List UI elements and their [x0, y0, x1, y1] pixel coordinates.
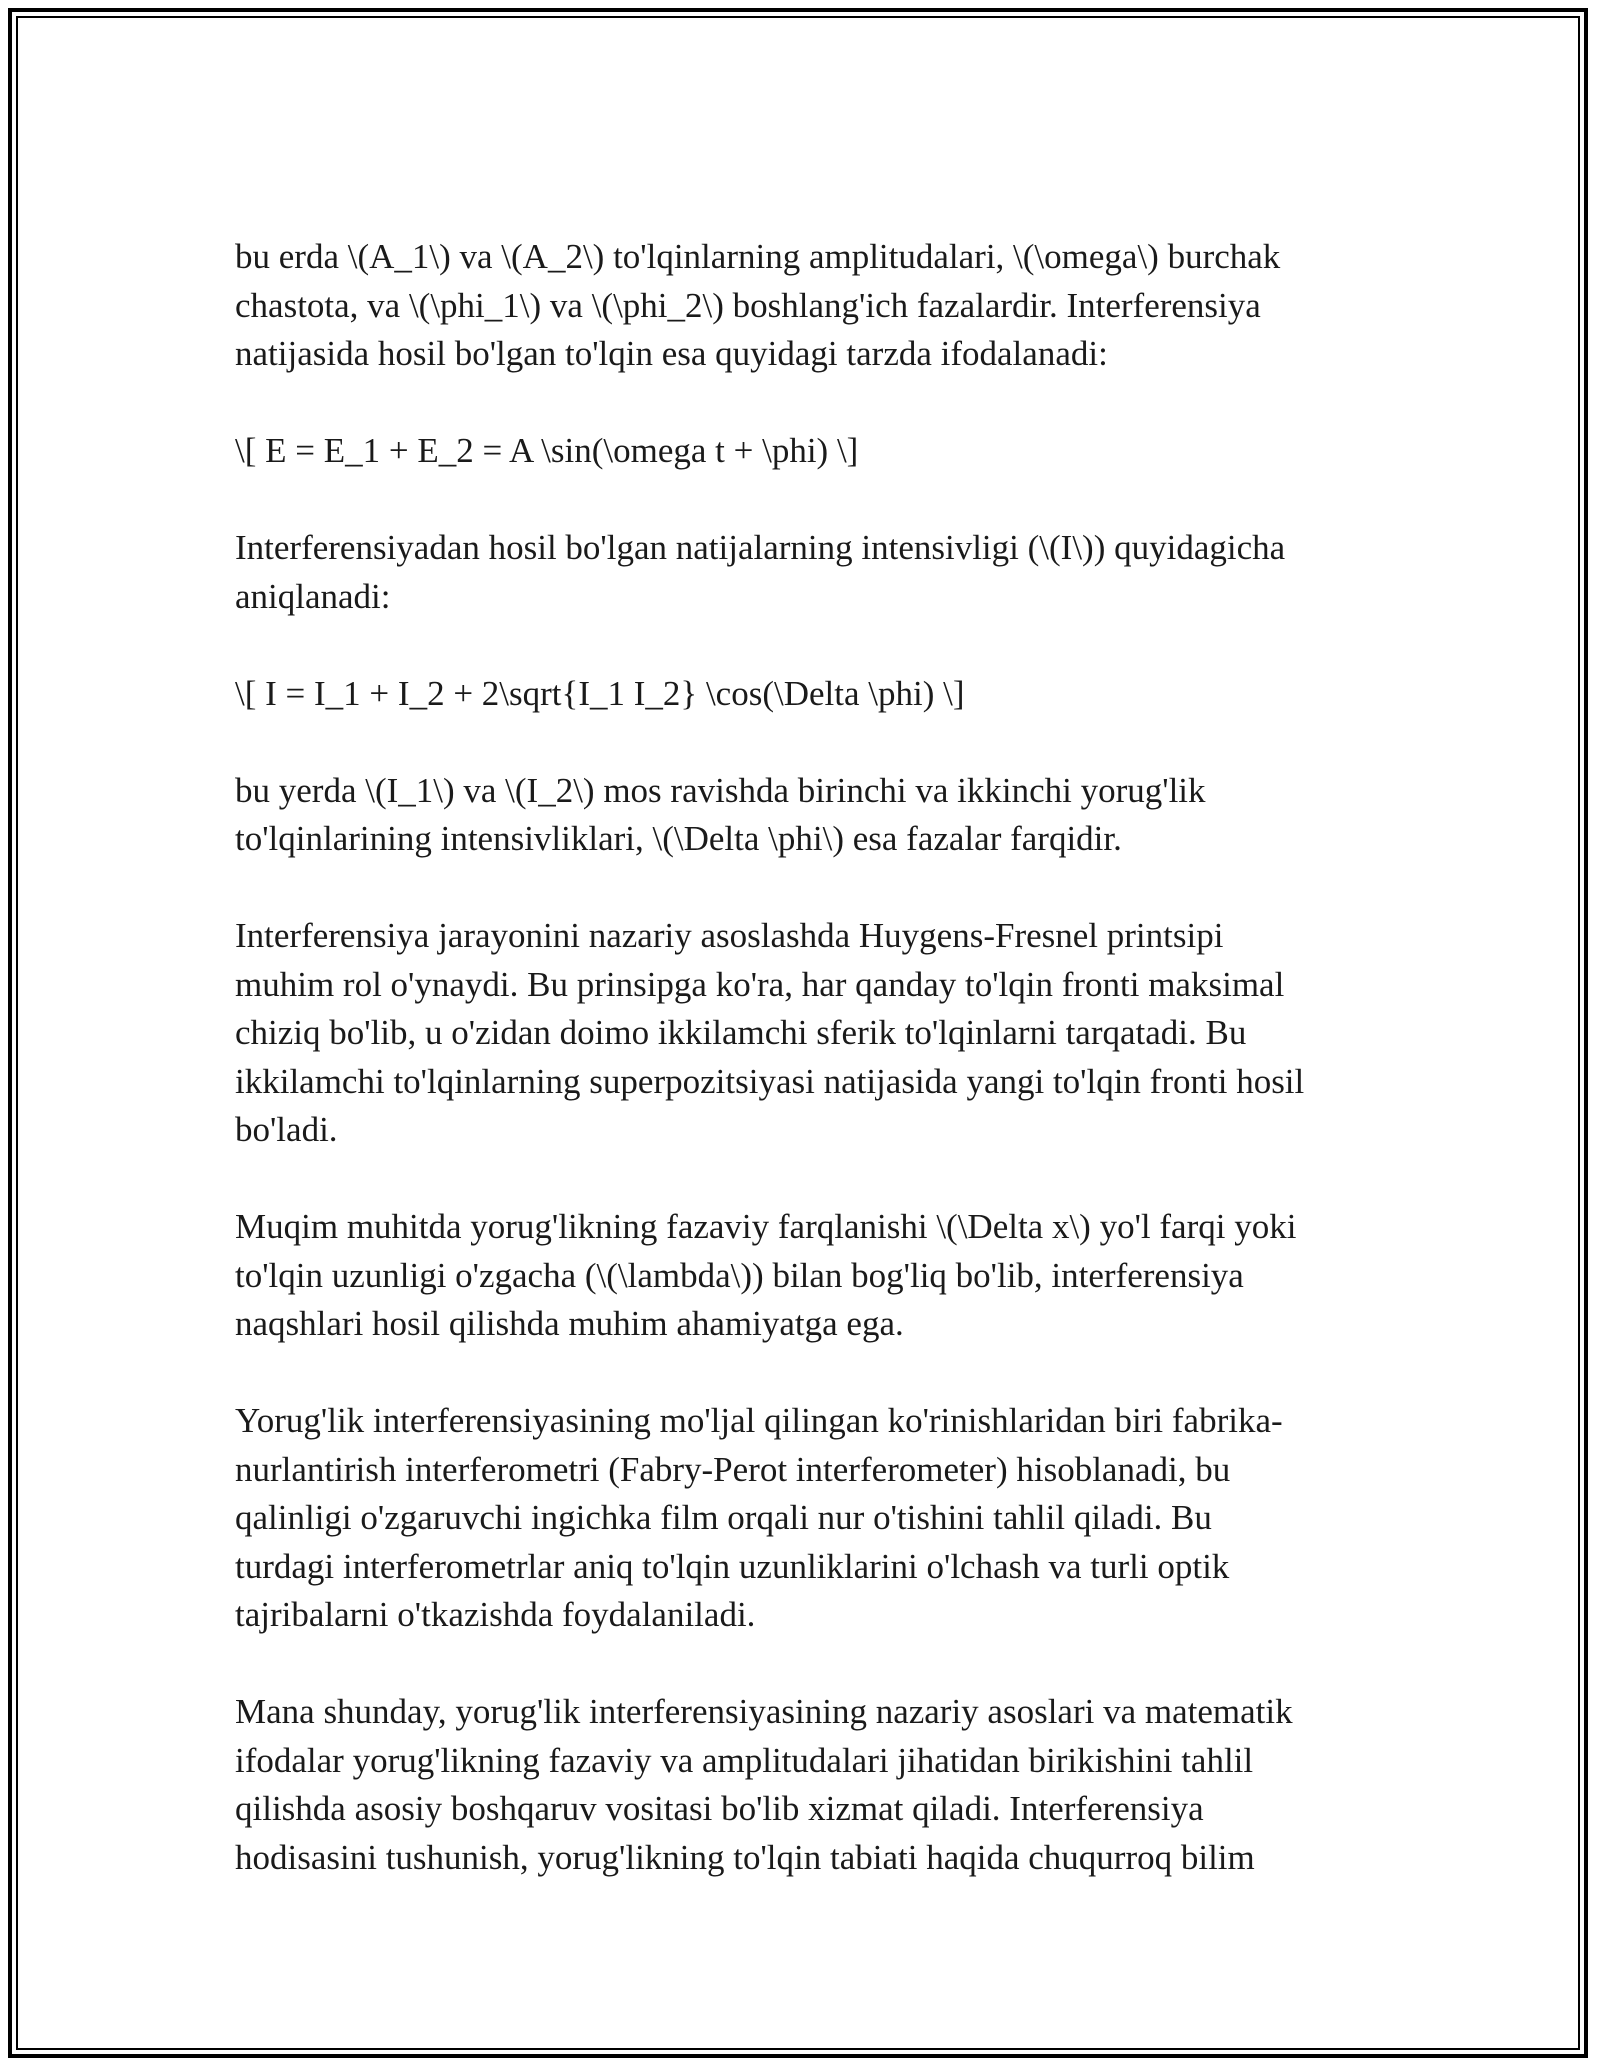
- document-body: [235, 233, 1365, 1931]
- paragraph-intensity: Interferensiyadan hosil bo'lgan natijalarning intensivligi (\(I\)) quyidagicha aniqlanadi:: [235, 528, 1286, 616]
- equation-wave-sum: \[ E = E_1 + E_2 = A \sin(\omega t + \phi) \]: [235, 431, 859, 470]
- paragraph-fabry-perot: Yorug'lik interferensiyasining mo'ljal qilingan ko'rinishlaridan biri fabrika- nurlantirish interferometri (Fabry-Perot interferometer) hisoblanadi, bu qalinligi o'zgaruvchi ingichka film orqali nur o'tishini tahlil qiladi. Bu turdagi interferometrlar aniq to'lqin uzunliklarini o'lchash va turli optik tajribalarni o'tkazishda foydalaniladi.: [235, 1401, 1283, 1634]
- paragraph-phase-difference: Muqim muhitda yorug'likning fazaviy farqlanishi \(\Delta x\) yo'l farqi yoki to'lqin uzunligi o'zgacha (\(\lambda\)) bilan bog'liq bo'lib, interferensiya naqshlari hosil qilishda muhim ahamiyatga ega.: [235, 1207, 1297, 1343]
- paragraph-intensity-terms: bu yerda \(I_1\) va \(I_2\) mos ravishda birinchi va ikkinchi yorug'lik to'lqinlarining intensivliklari, \(\Delta \phi\) esa fazalar farqidir.: [235, 770, 1206, 858]
- equation-intensity: \[ I = I_1 + I_2 + 2\sqrt{I_1 I_2} \cos(\Delta \phi) \]: [235, 673, 965, 713]
- paragraph-conclusion: Mana shunday, yorug'lik interferensiyasining nazariy asoslari va matematik ifodalar yorug'likning fazaviy va amplitudalari jihatidan birikishini tahlil qilishda asosiy boshqaruv vositasi bo'lib xizmat qiladi. Interferensiya hodisasini tushunish, yorug'likning to'lqin tabiati haqida chuqurroq bilim: [235, 1692, 1293, 1877]
- paragraph-amplitudes: bu erda \(A_1\) va \(A_2\) to'lqinlarning amplitudalari, \(\omega\) burchak chastota, va \(\phi_1\) va \(\phi_2\) boshlang'ich fazalardir. Interferensiya natijasida hosil bo'lgan to'lqin esa quyidagi tarzda ifodalanadi:: [235, 237, 1281, 373]
- paragraph-huygens-fresnel: Interferensiya jarayonini nazariy asoslashda Huygens-Fresnel printsipi muhim rol o'ynaydi. Bu prinsipga ko'ra, har qanday to'lqin fronti maksimal chiziq bo'lib, u o'zidan doimo ikkilamchi sferik to'lqinlarni tarqatadi. Bu ikkilamchi to'lqinlarning superpozitsiyasi natijasida yangi to'lqin fronti hosil bo'ladi.: [235, 916, 1305, 1149]
